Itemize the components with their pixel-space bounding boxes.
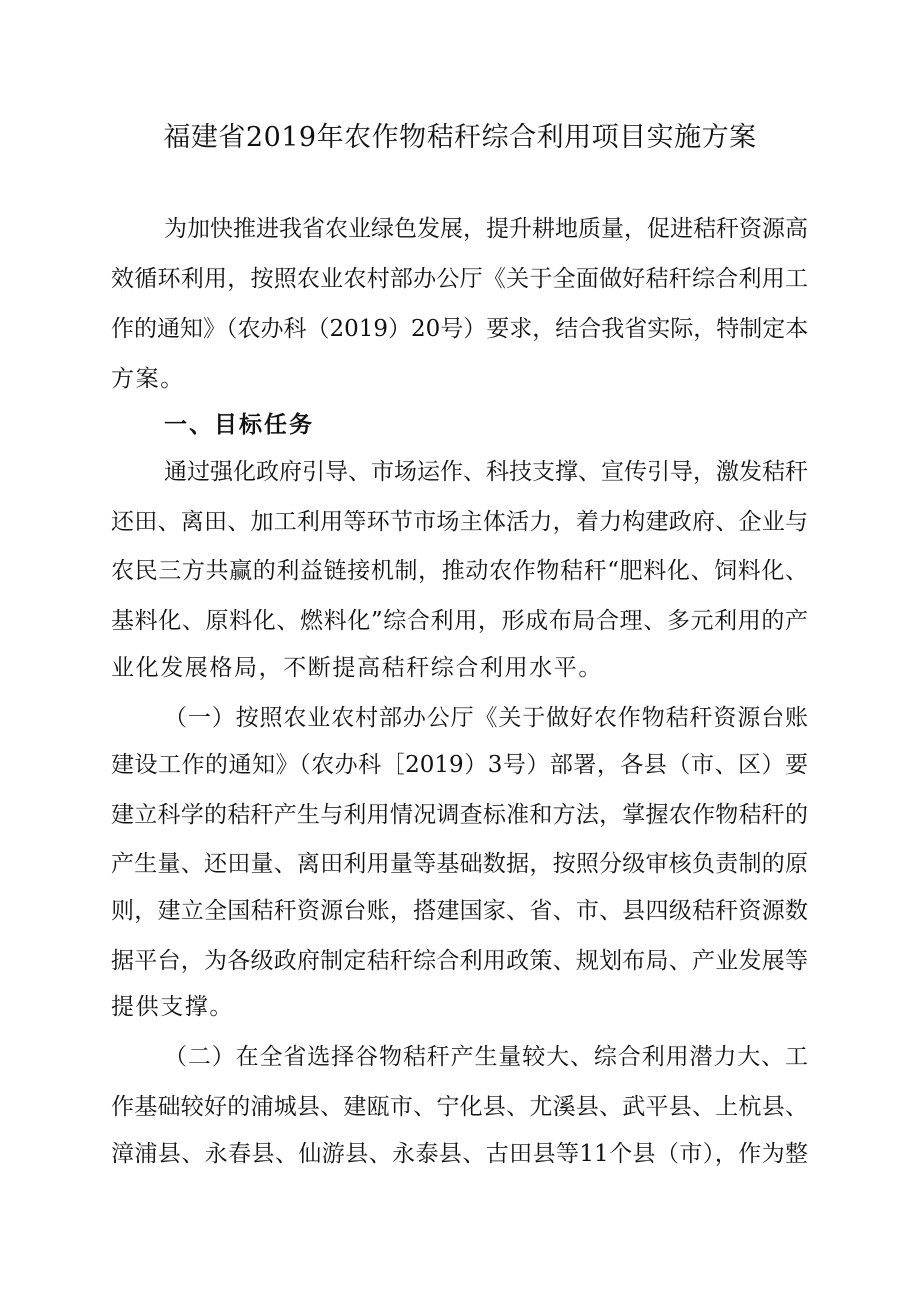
paragraph-line: 漳浦县、永春县、仙游县、永泰县、古田县等11个县（市），作为整 xyxy=(111,1141,808,1167)
paragraph-line: 方案。 xyxy=(111,366,185,392)
paragraph-line: 为加快推进我省农业绿色发展，提升耕地质量，促进秸秆资源高 xyxy=(164,216,808,242)
paragraph-line: 提供支撑。 xyxy=(111,994,234,1020)
paragraph-line: 还田、离田、加工利用等环节市场主体活力，着力构建政府、企业与 xyxy=(111,509,808,535)
paragraph-line: 效循环利用，按照农业农村部办公厅《关于全面做好秸秆综合利用工 xyxy=(111,266,808,292)
paragraph-line: 农民三方共赢的利益链接机制，推动农作物秸秆“肥料化、饲料化、 xyxy=(111,558,808,584)
paragraph-line: 建立科学的秸秆产生与利用情况调查标准和方法，掌握农作物秸秆的 xyxy=(111,802,808,828)
paragraph-line: 建设工作的通知》（农办科［2019）3号）部署，各县（市、区）要 xyxy=(111,752,808,778)
paragraph-line: 据平台，为各级政府制定秸秆综合利用政策、规划布局、产业发展等 xyxy=(111,948,808,974)
section-heading: 一、目标任务 xyxy=(164,411,314,438)
paragraph-line: 基料化、原料化、燃料化”综合利用，形成布局合理、多元利用的产 xyxy=(111,608,808,634)
paragraph-line: 业化发展格局，不断提高秸秆综合利用水平。 xyxy=(111,655,603,681)
paragraph-line: （一）按照农业农村部办公厅《关于做好农作物秸秆资源台账 xyxy=(164,705,808,731)
paragraph-line: 作的通知》（农办科（2019）20号）要求，结合我省实际，特制定本 xyxy=(111,316,809,342)
paragraph-line: 作基础较好的浦城县、建瓯市、宁化县、尤溪县、武平县、上杭县、 xyxy=(111,1094,808,1120)
paragraph-line: 产生量、还田量、离田利用量等基础数据，按照分级审核负责制的原 xyxy=(111,851,808,877)
paragraph-line: （二）在全省选择谷物秸秆产生量较大、综合利用潜力大、工 xyxy=(164,1044,808,1070)
paragraph-line: 则，建立全国秸秆资源台账，搭建国家、省、市、县四级秸秆资源数 xyxy=(111,898,808,924)
document-title: 福建省2019年农作物秸秆综合利用项目实施方案 xyxy=(163,122,757,153)
paragraph-line: 通过强化政府引导、市场运作、科技支撑、宣传引导，激发秸秆 xyxy=(164,459,808,485)
